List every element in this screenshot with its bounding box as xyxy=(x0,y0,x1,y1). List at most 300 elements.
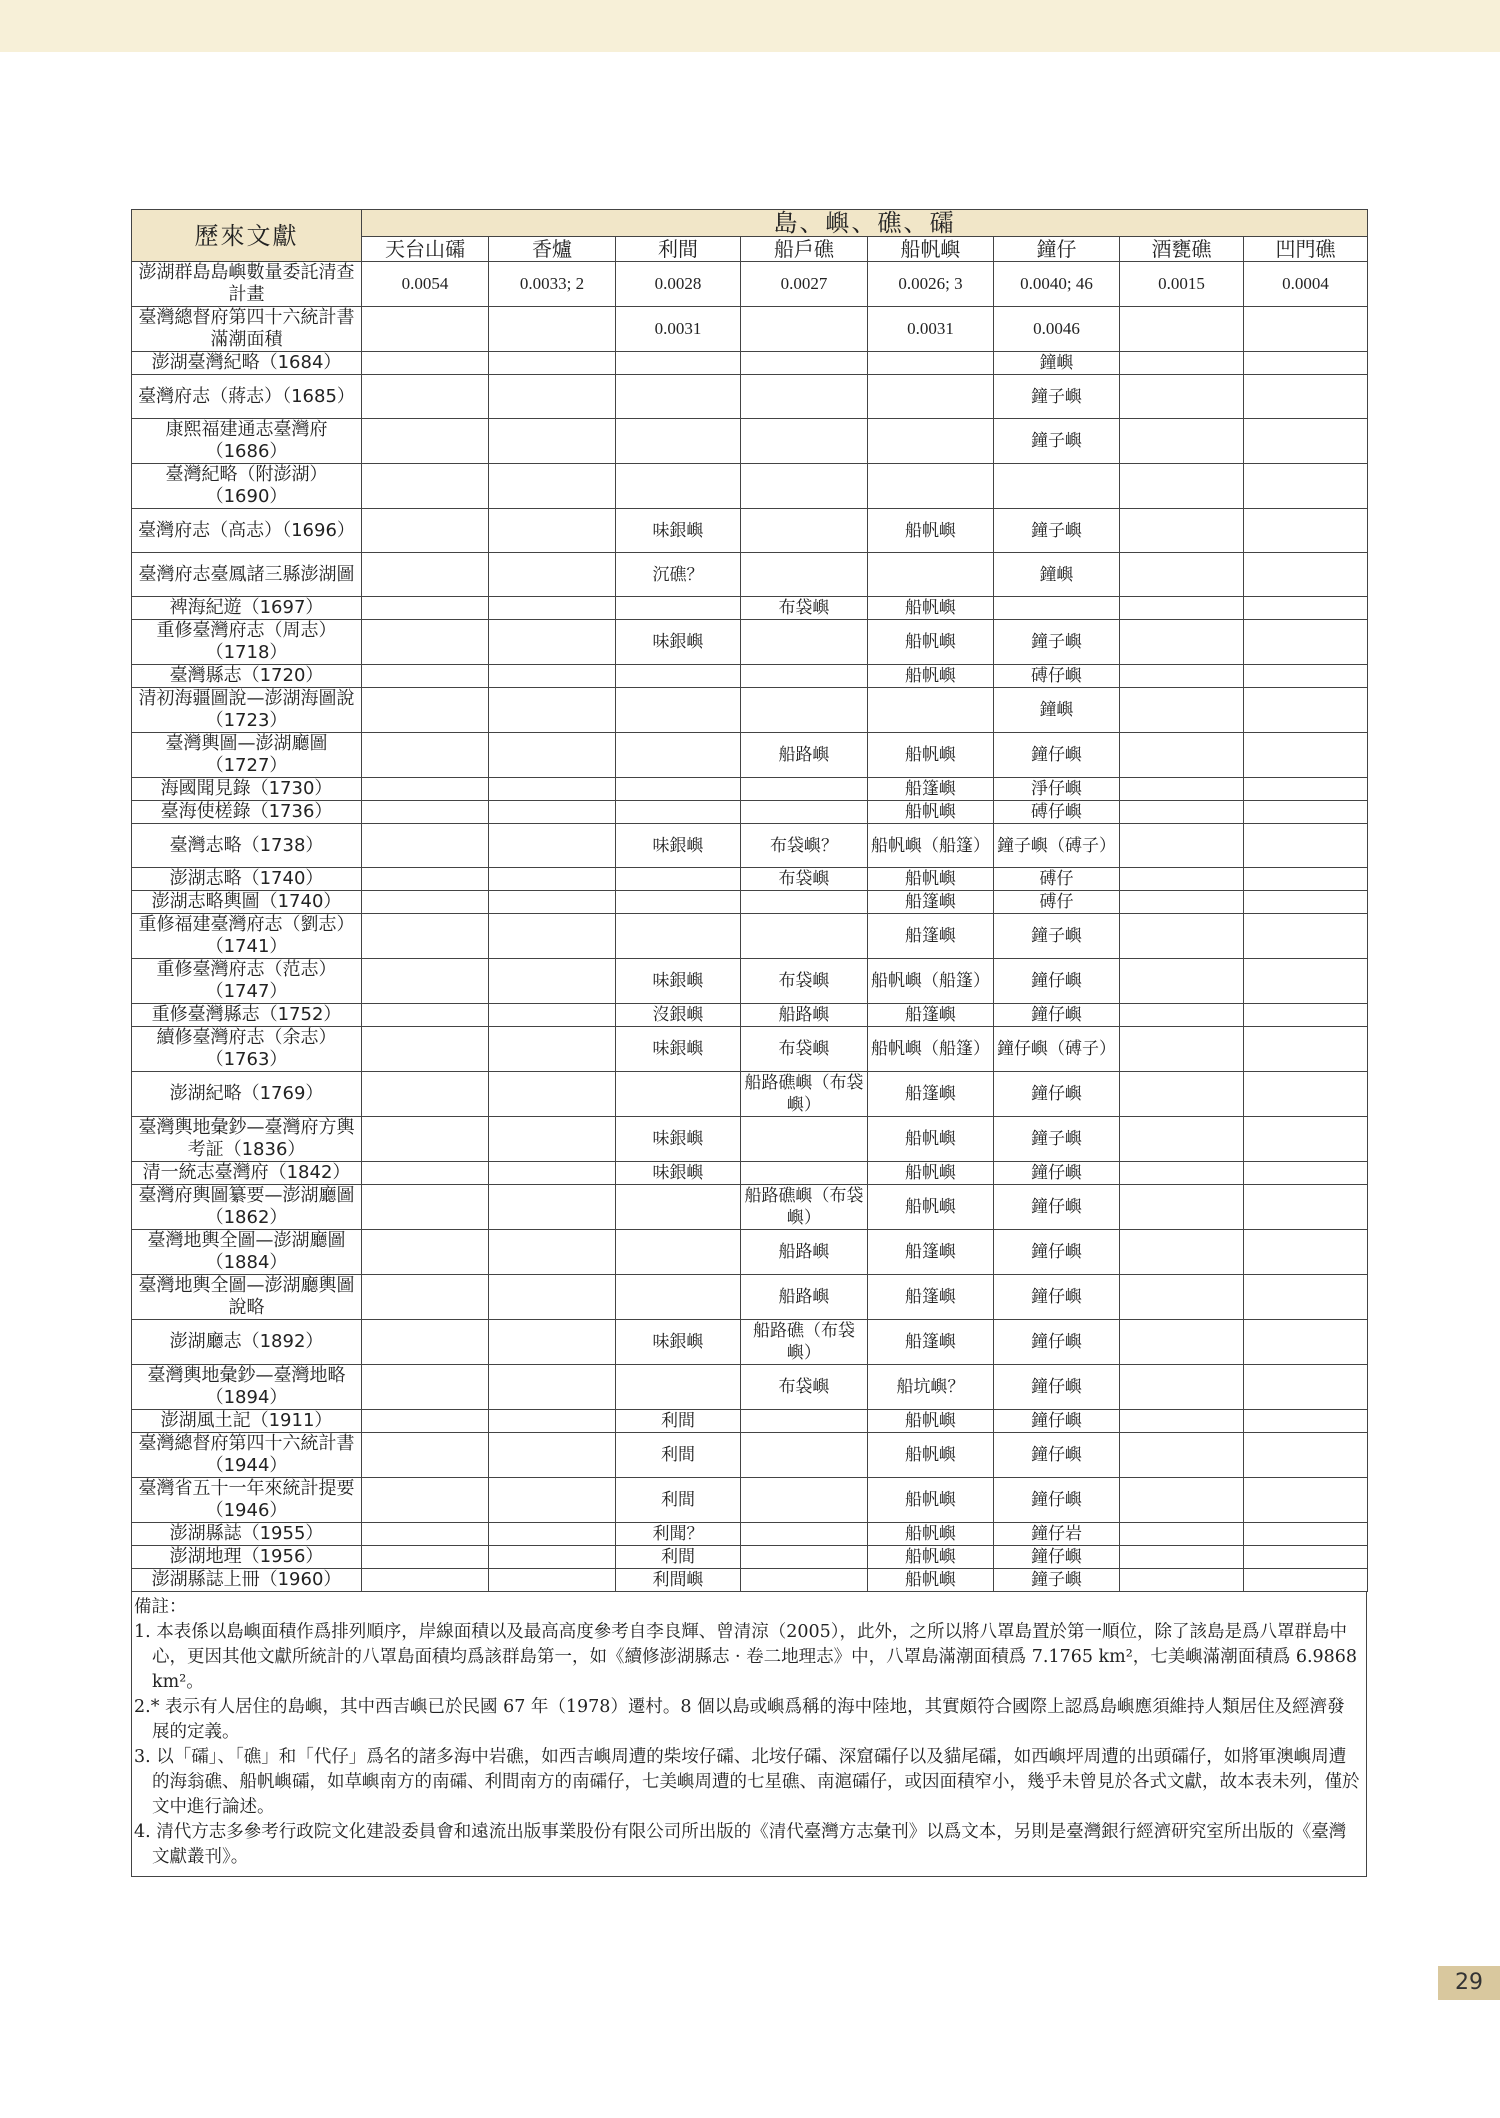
value-cell xyxy=(489,891,616,914)
value-cell xyxy=(616,914,741,959)
value-cell: 味銀嶼 xyxy=(616,959,741,1004)
value-cell xyxy=(994,464,1120,509)
source-cell: 裨海紀遊（1697） xyxy=(132,597,362,620)
value-cell: 船帆嶼（船篷） xyxy=(868,824,994,868)
value-cell xyxy=(1244,801,1368,824)
value-cell xyxy=(741,375,868,419)
value-cell xyxy=(1120,665,1244,688)
document-content xyxy=(131,209,1367,1877)
source-cell: 重修臺灣府志（周志）（1718） xyxy=(132,620,362,665)
value-cell xyxy=(1120,1320,1244,1365)
value-cell: 0.0054 xyxy=(362,262,489,307)
table-row xyxy=(132,1162,1368,1185)
value-cell xyxy=(362,868,489,891)
value-cell xyxy=(362,891,489,914)
value-cell xyxy=(1244,914,1368,959)
source-cell: 重修臺灣縣志（1752） xyxy=(132,1004,362,1027)
note-item: 3. 以「礵」、「礁」和「代仔」爲名的諸多海中岩礁，如西吉嶼周遭的柴垵仔礵、北垵仔礵、深窟礵仔以及貓尾礵，如西嶼坪周遭的出頭礵仔，如將軍澳嶼周遭的海翁礁、船帆嶼礵，如草嶼南方的南礵、利間南方的南礵仔，七美嶼周遭的七星礁、南滬礵仔，或因面積窄小，幾乎未曾見於各式文獻，故本表未列，僅於文中進行論述。 xyxy=(134,1747,1360,1817)
value-cell: 鐘子嶼 xyxy=(994,375,1120,419)
value-cell xyxy=(741,1546,868,1569)
value-cell: 0.0031 xyxy=(616,307,741,352)
value-cell xyxy=(362,1365,489,1410)
value-cell xyxy=(868,419,994,464)
value-cell: 鐘仔岩 xyxy=(994,1523,1120,1546)
value-cell xyxy=(1244,1162,1368,1185)
value-cell xyxy=(741,419,868,464)
page-header-band xyxy=(0,0,1500,52)
table-row xyxy=(132,914,1368,959)
island-column-header: 酒甕礁 xyxy=(1120,237,1244,262)
value-cell xyxy=(1120,868,1244,891)
value-cell xyxy=(741,1117,868,1162)
value-cell xyxy=(1244,824,1368,868)
table-row xyxy=(132,688,1368,733)
value-cell xyxy=(1244,1230,1368,1275)
source-cell: 臺灣府志（高志）（1696） xyxy=(132,509,362,553)
value-cell xyxy=(362,959,489,1004)
source-cell: 臺灣府志（蔣志）（1685） xyxy=(132,375,362,419)
value-cell xyxy=(1244,778,1368,801)
value-cell xyxy=(489,1162,616,1185)
value-cell xyxy=(489,1117,616,1162)
value-cell: 布袋嶼？ xyxy=(741,824,868,868)
value-cell xyxy=(1244,1027,1368,1072)
value-cell xyxy=(362,419,489,464)
table-row xyxy=(132,891,1368,914)
value-cell xyxy=(616,352,741,375)
table-row xyxy=(132,352,1368,375)
table-row xyxy=(132,553,1368,597)
value-cell: 味銀嶼 xyxy=(616,1027,741,1072)
value-cell xyxy=(1120,688,1244,733)
value-cell xyxy=(616,1230,741,1275)
value-cell: 鐘仔嶼 xyxy=(994,1275,1120,1320)
value-cell xyxy=(741,307,868,352)
value-cell xyxy=(362,1546,489,1569)
table-row xyxy=(132,824,1368,868)
source-cell: 澎湖地理（1956） xyxy=(132,1546,362,1569)
table-row xyxy=(132,419,1368,464)
value-cell xyxy=(362,688,489,733)
value-cell: 船篷嶼 xyxy=(868,778,994,801)
table-row xyxy=(132,1004,1368,1027)
value-cell xyxy=(489,1546,616,1569)
value-cell xyxy=(1120,891,1244,914)
value-cell: 0.0026; 3 xyxy=(868,262,994,307)
value-cell: 船帆嶼 xyxy=(868,868,994,891)
value-cell xyxy=(1244,419,1368,464)
value-cell xyxy=(489,352,616,375)
island-column-header: 凹門礁 xyxy=(1244,237,1368,262)
value-cell xyxy=(1244,1320,1368,1365)
value-cell: 布袋嶼 xyxy=(741,1027,868,1072)
value-cell xyxy=(362,1523,489,1546)
value-cell xyxy=(1120,733,1244,778)
value-cell xyxy=(1120,1072,1244,1117)
value-cell: 0.0004 xyxy=(1244,262,1368,307)
value-cell xyxy=(1244,553,1368,597)
notes-section xyxy=(131,1592,1367,1877)
value-cell: 船帆嶼 xyxy=(868,1433,994,1478)
table-row xyxy=(132,959,1368,1004)
value-cell xyxy=(741,620,868,665)
table-row xyxy=(132,1365,1368,1410)
value-cell xyxy=(362,1027,489,1072)
value-cell xyxy=(489,778,616,801)
value-cell: 船路礁（布袋嶼） xyxy=(741,1320,868,1365)
source-cell: 臺灣府輿圖纂要—澎湖廳圖（1862） xyxy=(132,1185,362,1230)
value-cell xyxy=(1120,1117,1244,1162)
value-cell xyxy=(489,597,616,620)
value-cell xyxy=(1244,1523,1368,1546)
table-row xyxy=(132,597,1368,620)
note-item: 2.* 表示有人居住的島嶼，其中西吉嶼已於民國 67 年（1978）遷村。8 個以島或嶼爲稱的海中陸地，其實頗符合國際上認爲島嶼應須維持人類居住及經濟發展的定義。 xyxy=(134,1697,1345,1742)
value-cell xyxy=(362,1072,489,1117)
value-cell xyxy=(489,1569,616,1592)
table-row xyxy=(132,1546,1368,1569)
table-row xyxy=(132,665,1368,688)
value-cell: 鐘子嶼 xyxy=(994,1569,1120,1592)
source-cell: 澎湖群島島嶼數量委託清查計畫 xyxy=(132,262,362,307)
value-cell: 船篷嶼 xyxy=(868,914,994,959)
value-cell xyxy=(1120,1004,1244,1027)
value-cell xyxy=(362,352,489,375)
value-cell xyxy=(1120,352,1244,375)
value-cell: 布袋嶼 xyxy=(741,1365,868,1410)
value-cell xyxy=(489,464,616,509)
value-cell xyxy=(489,688,616,733)
value-cell: 鐘仔嶼 xyxy=(994,1546,1120,1569)
value-cell xyxy=(1120,914,1244,959)
value-cell: 布袋嶼 xyxy=(741,597,868,620)
value-cell xyxy=(362,1320,489,1365)
value-cell xyxy=(489,1072,616,1117)
value-cell: 鐘仔嶼 xyxy=(994,1433,1120,1478)
value-cell xyxy=(1244,1433,1368,1478)
source-cell: 澎湖臺灣紀略（1684） xyxy=(132,352,362,375)
note-item: 4. 清代方志多參考行政院文化建設委員會和遠流出版事業股份有限公司所出版的《清代臺灣方志彙刊》以爲文本，另則是臺灣銀行經濟研究室所出版的《臺灣文獻叢刊》。 xyxy=(134,1822,1347,1867)
value-cell xyxy=(362,1004,489,1027)
source-cell: 澎湖志略（1740） xyxy=(132,868,362,891)
table-row xyxy=(132,1410,1368,1433)
value-cell: 利間 xyxy=(616,1478,741,1523)
value-cell xyxy=(616,375,741,419)
value-cell xyxy=(1244,891,1368,914)
value-cell xyxy=(1120,1523,1244,1546)
value-cell xyxy=(362,914,489,959)
value-cell xyxy=(616,1072,741,1117)
value-cell xyxy=(616,1275,741,1320)
value-cell: 0.0046 xyxy=(994,307,1120,352)
value-cell xyxy=(1244,1185,1368,1230)
table-row xyxy=(132,620,1368,665)
value-cell: 鐘仔嶼 xyxy=(994,1072,1120,1117)
value-cell: 船帆嶼 xyxy=(868,733,994,778)
value-cell: 鐘仔嶼 xyxy=(994,1320,1120,1365)
source-cell: 臺灣府志臺鳳諸三縣澎湖圖 xyxy=(132,553,362,597)
value-cell: 船路嶼 xyxy=(741,1230,868,1275)
value-cell xyxy=(362,1117,489,1162)
value-cell xyxy=(489,665,616,688)
table-row xyxy=(132,1185,1368,1230)
value-cell xyxy=(741,1569,868,1592)
value-cell: 船篷嶼 xyxy=(868,1275,994,1320)
source-cell: 臺灣輿圖—澎湖廳圖（1727） xyxy=(132,733,362,778)
value-cell: 利間嶼 xyxy=(616,1569,741,1592)
value-cell: 布袋嶼 xyxy=(741,868,868,891)
value-cell xyxy=(489,733,616,778)
value-cell xyxy=(741,352,868,375)
value-cell xyxy=(1120,1433,1244,1478)
value-cell xyxy=(741,464,868,509)
table-row xyxy=(132,1478,1368,1523)
value-cell: 利聞？ xyxy=(616,1523,741,1546)
source-cell: 臺灣地輿全圖—澎湖廳輿圖說略 xyxy=(132,1275,362,1320)
value-cell xyxy=(1244,307,1368,352)
value-cell xyxy=(994,597,1120,620)
table-row xyxy=(132,307,1368,352)
value-cell xyxy=(741,778,868,801)
value-cell xyxy=(1120,307,1244,352)
source-cell: 重修福建臺灣府志（劉志）（1741） xyxy=(132,914,362,959)
value-cell xyxy=(1120,1569,1244,1592)
value-cell xyxy=(362,1230,489,1275)
value-cell xyxy=(489,1433,616,1478)
value-cell xyxy=(1244,1569,1368,1592)
islands-history-table xyxy=(131,209,1368,1592)
value-cell xyxy=(362,1478,489,1523)
table-row xyxy=(132,1569,1368,1592)
value-cell: 船篷嶼 xyxy=(868,1004,994,1027)
value-cell xyxy=(489,1478,616,1523)
value-cell: 船篷嶼 xyxy=(868,891,994,914)
value-cell xyxy=(362,1185,489,1230)
value-cell xyxy=(489,914,616,959)
table-row xyxy=(132,1072,1368,1117)
value-cell xyxy=(1244,597,1368,620)
source-cell: 臺灣總督府第四十六統計書（1944） xyxy=(132,1433,362,1478)
value-cell xyxy=(616,891,741,914)
value-cell: 味銀嶼 xyxy=(616,1117,741,1162)
value-cell: 船篷嶼 xyxy=(868,1320,994,1365)
table-row xyxy=(132,1320,1368,1365)
value-cell: 味銀嶼 xyxy=(616,509,741,553)
value-cell xyxy=(616,801,741,824)
table-row xyxy=(132,778,1368,801)
value-cell xyxy=(1244,1117,1368,1162)
value-cell xyxy=(362,665,489,688)
value-cell: 磗仔 xyxy=(994,868,1120,891)
value-cell xyxy=(489,307,616,352)
table-row xyxy=(132,262,1368,307)
value-cell: 0.0015 xyxy=(1120,262,1244,307)
value-cell xyxy=(1120,597,1244,620)
value-cell xyxy=(1244,1410,1368,1433)
value-cell xyxy=(489,1230,616,1275)
value-cell xyxy=(868,352,994,375)
note-item: 1. 本表係以島嶼面積作爲排列順序，岸線面積以及最高高度參考自李良輝、曾清涼（2005），此外，之所以將八罩島置於第一順位，除了該島是爲八罩群島中心，更因其他文獻所統計的八罩島面積均爲該群島第一，如《續修澎湖縣志 · 卷二地理志》中，八罩島滿潮面積爲 7.1765 km²，七美嶼滿潮面積爲 6.9868 km²。 xyxy=(134,1622,1358,1692)
value-cell: 鐘子嶼 xyxy=(994,509,1120,553)
value-cell: 鐘嶼 xyxy=(994,553,1120,597)
value-cell xyxy=(1244,1275,1368,1320)
value-cell xyxy=(489,868,616,891)
value-cell: 鐘子嶼 xyxy=(994,1117,1120,1162)
value-cell xyxy=(1244,464,1368,509)
value-cell xyxy=(1120,1275,1244,1320)
source-cell: 海國聞見錄（1730） xyxy=(132,778,362,801)
value-cell xyxy=(616,778,741,801)
value-cell xyxy=(868,375,994,419)
table-row xyxy=(132,509,1368,553)
value-cell xyxy=(1120,419,1244,464)
table-row xyxy=(132,801,1368,824)
value-cell xyxy=(1120,778,1244,801)
value-cell xyxy=(1120,1230,1244,1275)
source-cell: 續修臺灣府志（余志）（1763） xyxy=(132,1027,362,1072)
value-cell xyxy=(616,1185,741,1230)
value-cell: 利間 xyxy=(616,1433,741,1478)
value-cell xyxy=(489,553,616,597)
value-cell: 船帆嶼 xyxy=(868,1162,994,1185)
value-cell xyxy=(616,464,741,509)
source-cell: 澎湖縣誌上冊（1960） xyxy=(132,1569,362,1592)
value-cell xyxy=(362,307,489,352)
table-row xyxy=(132,1523,1368,1546)
value-cell xyxy=(868,464,994,509)
value-cell xyxy=(489,801,616,824)
value-cell: 淨仔嶼 xyxy=(994,778,1120,801)
value-cell xyxy=(1120,509,1244,553)
source-cell: 清一統志臺灣府（1842） xyxy=(132,1162,362,1185)
page-number: 29 xyxy=(1438,1966,1500,2000)
value-cell: 船帆嶼 xyxy=(868,597,994,620)
source-cell: 臺灣縣志（1720） xyxy=(132,665,362,688)
value-cell xyxy=(1244,375,1368,419)
value-cell xyxy=(489,1275,616,1320)
value-cell xyxy=(616,733,741,778)
value-cell xyxy=(489,959,616,1004)
source-cell: 澎湖紀略（1769） xyxy=(132,1072,362,1117)
value-cell xyxy=(362,733,489,778)
value-cell xyxy=(489,1410,616,1433)
island-column-header: 利間 xyxy=(616,237,741,262)
table-row xyxy=(132,464,1368,509)
value-cell: 鐘嶼 xyxy=(994,352,1120,375)
value-cell xyxy=(1120,1410,1244,1433)
value-cell xyxy=(1244,1546,1368,1569)
table-row xyxy=(132,1433,1368,1478)
value-cell xyxy=(1120,375,1244,419)
value-cell xyxy=(362,620,489,665)
table-row xyxy=(132,1027,1368,1072)
value-cell: 磗仔嶼 xyxy=(994,801,1120,824)
value-cell xyxy=(616,665,741,688)
value-cell: 味銀嶼 xyxy=(616,620,741,665)
source-cell: 清初海疆圖說—澎湖海圖說（1723） xyxy=(132,688,362,733)
value-cell: 鐘仔嶼 xyxy=(994,1365,1120,1410)
source-cell: 臺灣紀略（附澎湖）（1690） xyxy=(132,464,362,509)
source-cell: 臺灣省五十一年來統計提要（1946） xyxy=(132,1478,362,1523)
value-cell xyxy=(489,1027,616,1072)
value-cell xyxy=(362,1433,489,1478)
value-cell: 船帆嶼 xyxy=(868,1185,994,1230)
source-cell: 康熙福建通志臺灣府（1686） xyxy=(132,419,362,464)
value-cell xyxy=(1120,1185,1244,1230)
value-cell: 味銀嶼 xyxy=(616,1162,741,1185)
value-cell xyxy=(741,1410,868,1433)
value-cell: 0.0027 xyxy=(741,262,868,307)
value-cell: 船路嶼 xyxy=(741,1275,868,1320)
table-row xyxy=(132,1117,1368,1162)
table-row xyxy=(132,733,1368,778)
value-cell xyxy=(1120,1478,1244,1523)
value-cell xyxy=(741,914,868,959)
value-cell xyxy=(362,464,489,509)
value-cell: 鐘仔嶼 xyxy=(994,1230,1120,1275)
value-cell: 鐘子嶼 xyxy=(994,419,1120,464)
value-cell: 鐘子嶼（磗子） xyxy=(994,824,1120,868)
value-cell: 鐘子嶼 xyxy=(994,914,1120,959)
value-cell xyxy=(741,553,868,597)
source-cell: 臺灣志略（1738） xyxy=(132,824,362,868)
value-cell xyxy=(362,1569,489,1592)
value-cell xyxy=(1120,959,1244,1004)
value-cell xyxy=(1244,352,1368,375)
value-cell: 0.0031 xyxy=(868,307,994,352)
island-column-header: 鐘仔 xyxy=(994,237,1120,262)
value-cell: 船帆嶼 xyxy=(868,1117,994,1162)
source-cell: 重修臺灣府志（范志）（1747） xyxy=(132,959,362,1004)
value-cell xyxy=(616,868,741,891)
value-cell: 船帆嶼 xyxy=(868,665,994,688)
value-cell: 船坑嶼？ xyxy=(868,1365,994,1410)
value-cell: 船帆嶼 xyxy=(868,1478,994,1523)
value-cell: 船帆嶼（船篷） xyxy=(868,1027,994,1072)
value-cell: 0.0040; 46 xyxy=(994,262,1120,307)
category-header: 島、嶼、礁、礵 xyxy=(362,210,1368,237)
value-cell xyxy=(362,778,489,801)
value-cell: 船帆嶼 xyxy=(868,1523,994,1546)
value-cell xyxy=(741,801,868,824)
notes-title: 備註： xyxy=(134,1597,187,1617)
source-column-header: 歷來文獻 xyxy=(132,210,362,262)
value-cell xyxy=(362,824,489,868)
value-cell: 船帆嶼 xyxy=(868,801,994,824)
value-cell xyxy=(362,375,489,419)
value-cell xyxy=(741,688,868,733)
value-cell xyxy=(1244,620,1368,665)
table-row xyxy=(132,868,1368,891)
value-cell: 鐘仔嶼 xyxy=(994,1185,1120,1230)
value-cell xyxy=(362,1275,489,1320)
value-cell xyxy=(1244,868,1368,891)
table-row xyxy=(132,375,1368,419)
source-cell: 澎湖志略輿圖（1740） xyxy=(132,891,362,914)
source-cell: 臺灣總督府第四十六統計書滿潮面積 xyxy=(132,307,362,352)
value-cell: 船帆嶼 xyxy=(868,1569,994,1592)
value-cell xyxy=(741,1433,868,1478)
value-cell: 利間 xyxy=(616,1546,741,1569)
source-cell: 臺灣輿地彙鈔—臺灣府方輿考証（1836） xyxy=(132,1117,362,1162)
value-cell xyxy=(1244,959,1368,1004)
value-cell: 鐘仔嶼 xyxy=(994,733,1120,778)
value-cell xyxy=(1120,464,1244,509)
value-cell xyxy=(1120,620,1244,665)
value-cell: 0.0028 xyxy=(616,262,741,307)
value-cell xyxy=(1120,1546,1244,1569)
value-cell: 鐘仔嶼 xyxy=(994,1478,1120,1523)
value-cell xyxy=(362,1162,489,1185)
